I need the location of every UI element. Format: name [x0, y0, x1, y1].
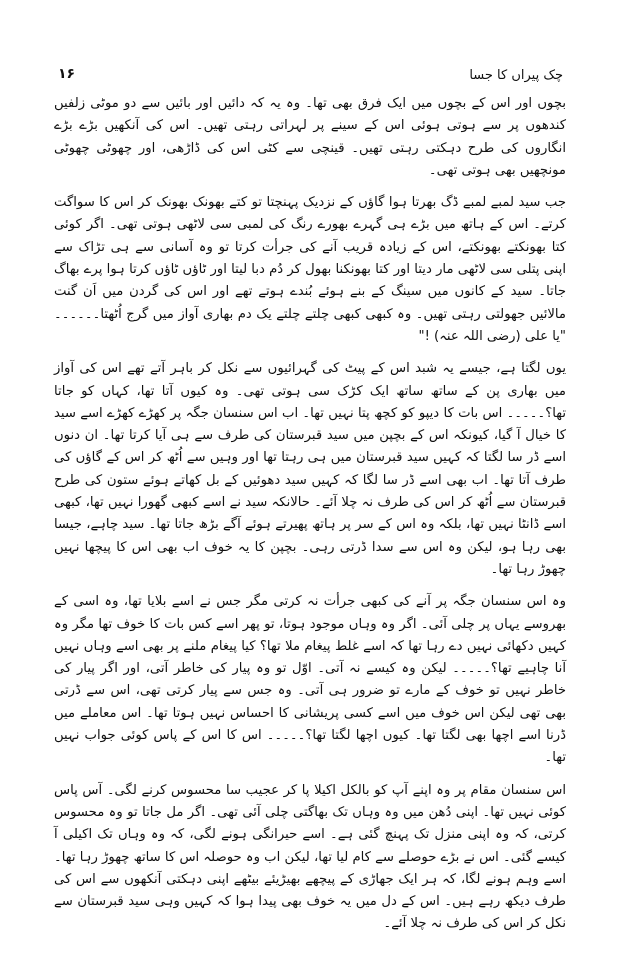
paragraph: اس سنسان مقام پر وہ اپنے آپ کو بالکل اکیلا پا کر عجیب سا محسوس کرنے لگی۔ آس پاس کوئی نہیں تھا۔ اپنی دُھن میں وہ وہاں تک بھاگتی چلی آئی تھی۔ اگر مل جاتا تو وہ محسوس کرتی، کہ وہ اپنی منزل تک پہنچ گئی ہے۔ اسے حیرانگی ہونے لگی، کہ وہ وہاں تک اکیلی آ کیسے گئی۔ اس نے بڑے حوصلے سے کام لیا تھا، لیکن اب وہ حوصلہ اس کا ساتھ چھوڑ رہا تھا۔ اسے وہم ہونے لگا، کہ ہر ایک جھاڑی کے پیچھے بھیڑیئے بیٹھے اپنی دہکتی آنکھوں سے اس کی طرف دیکھ رہے ہیں۔ اس کے دل میں یہ خوف بھی پیدا ہوا کہ کہیں وہی سید قبرستان سے نکل کر اس کی طرف نہ چلا آئے۔ — [54, 782, 566, 932]
body-text — [54, 93, 566, 932]
paragraph: جب سید لمبے لمبے ڈگ بھرتا ہوا گاؤں کے نزدیک پہنچتا تو کتے بھونک بھونک کر اس کا سواگت کرتے۔ اس کے ہاتھ میں بڑے ہی گہرے بھورے رنگ کی لمبی سی لاٹھی ہوتی تھی۔ اگر کوئی کتا بھونکتے بھونکتے، اس کے زیادہ قریب آنے کی جرأت کرتا تو وہ آسانی سے ہی تڑاک سے اپنی پتلی سی لاٹھی مار دیتا اور کتا بھونکنا بھول کر دُم دبا لیتا اور ٹاؤں ٹاؤں کرتا ہوا پرے بھاگ جاتا۔ سید کے کانوں میں سینگ کے بنے ہوئے بُندے ہوتے تھے اور اس کی گردن میں اَن گنت مالائیں جھولتی رہتی تھیں۔ وہ کبھی کبھی چلتے چلتے یک دم بھاری آواز میں گرج اُٹھتا۔۔۔۔۔۔ "یا علی (رضی اللہ عنہ) !" — [54, 195, 566, 344]
running-title: چک پیراں کا جسا — [469, 68, 563, 83]
page-number: ۱۶ — [58, 66, 76, 82]
page-header — [58, 66, 563, 92]
paragraph: وہ اس سنسان جگہ پر آنے کی کبھی جرأت نہ کرتی مگر جس نے اسے بلایا تھا، وہ اسی کے بھروسے یہاں پر چلی آئی۔ اگر وہ وہاں موجود ہوتا، تو پھر اسے کس بات کا خوف تھا مگر وہ کہیں دکھائی نہیں دے رہا تھا کہ اسے غلط پیغام ملا تھا؟ کیا پیغام ملنے پر بھی اسے وہاں نہیں آنا چاہیے تھا؟۔۔۔۔۔ لیکن وہ کیسے نہ آتی۔ اوّل تو وہ پیار کی خاطر آتی، اور اگر پیار کی خاطر نہیں تو خوف کے مارے تو ضرور ہی آتی۔ وہ جس سے پیار کرتی تھی، اس سے ڈرتی بھی تھی لیکن اس خوف میں اسے کسی پریشانی کا احساس نہیں ہوتا تھا۔ اس معاملے میں ڈرنا اسے اچھا بھی لگتا تھا۔ کیوں اچھا لگتا تھا؟۔۔۔۔۔ اس کا اس کے پاس کوئی جواب نہیں تھا۔ — [54, 594, 566, 766]
paragraph: بچوں اور اس کے بچوں میں ایک فرق بھی تھا۔ وہ یہ کہ دائیں اور بائیں سے دو موٹی زلفیں کندھوں پر سے ہوتی ہوئی اس کے سینے پر لہراتی رہتی تھیں۔ اس کی آنکھیں بڑے بڑے انگاروں کی طرح دہکتی رہتی تھیں۔ قینچی سے کٹی اس کی ڈاڑھی، اور چھوٹی چھوٹی مونچھیں بھی ہوتی تھی۔ — [54, 96, 566, 178]
paragraph: یوں لگتا ہے، جیسے یہ شبد اس کے پیٹ کی گہرائیوں سے نکل کر باہر آتے تھے اس کی آواز میں بھاری پن کے ساتھ ساتھ ایک کڑک سی ہوتی تھی۔ وہ کیوں آتا تھا، کہاں کو جاتا تھا؟۔۔۔۔۔ اس بات کا دیپو کو کچھ پتا نہیں تھا۔ اب اس سنسان جگہ پر کھڑے کھڑے اسے سید کا خیال آ گیا، کیونکہ اس کے بچپن میں سید قبرستان کی طرف سے ہی آیا کرتا تھا۔ ان دنوں اسے ڈر سا لگتا کہ کہیں سید قبرستان میں ہی رہتا تھا اور وہیں سے اُٹھ کر اس کے گاؤں کی طرف آتا تھا۔ اب بھی اسے ڈر سا لگا کہ کہیں سید دھوئیں کے بل کھاتے ہوئے ستون کی طرح قبرستان سے اُٹھ کر اس کی طرف نہ چلا آئے۔ حالانکہ سید نے اسے کبھی گھورا نہیں تھا، کبھی اسے ڈانٹا نہیں تھا، بلکہ وہ اس کے سر پر ہاتھ پھیرتے ہوئے آگے بڑھ جاتا تھا۔ سید چاہے، جیسا بھی رہا ہو، لیکن وہ اس سے سدا ڈرتی رہی۔ بچپن کا یہ خوف اب بھی اس کا پیچھا نہیں چھوڑ رہا تھا۔ — [54, 361, 566, 577]
